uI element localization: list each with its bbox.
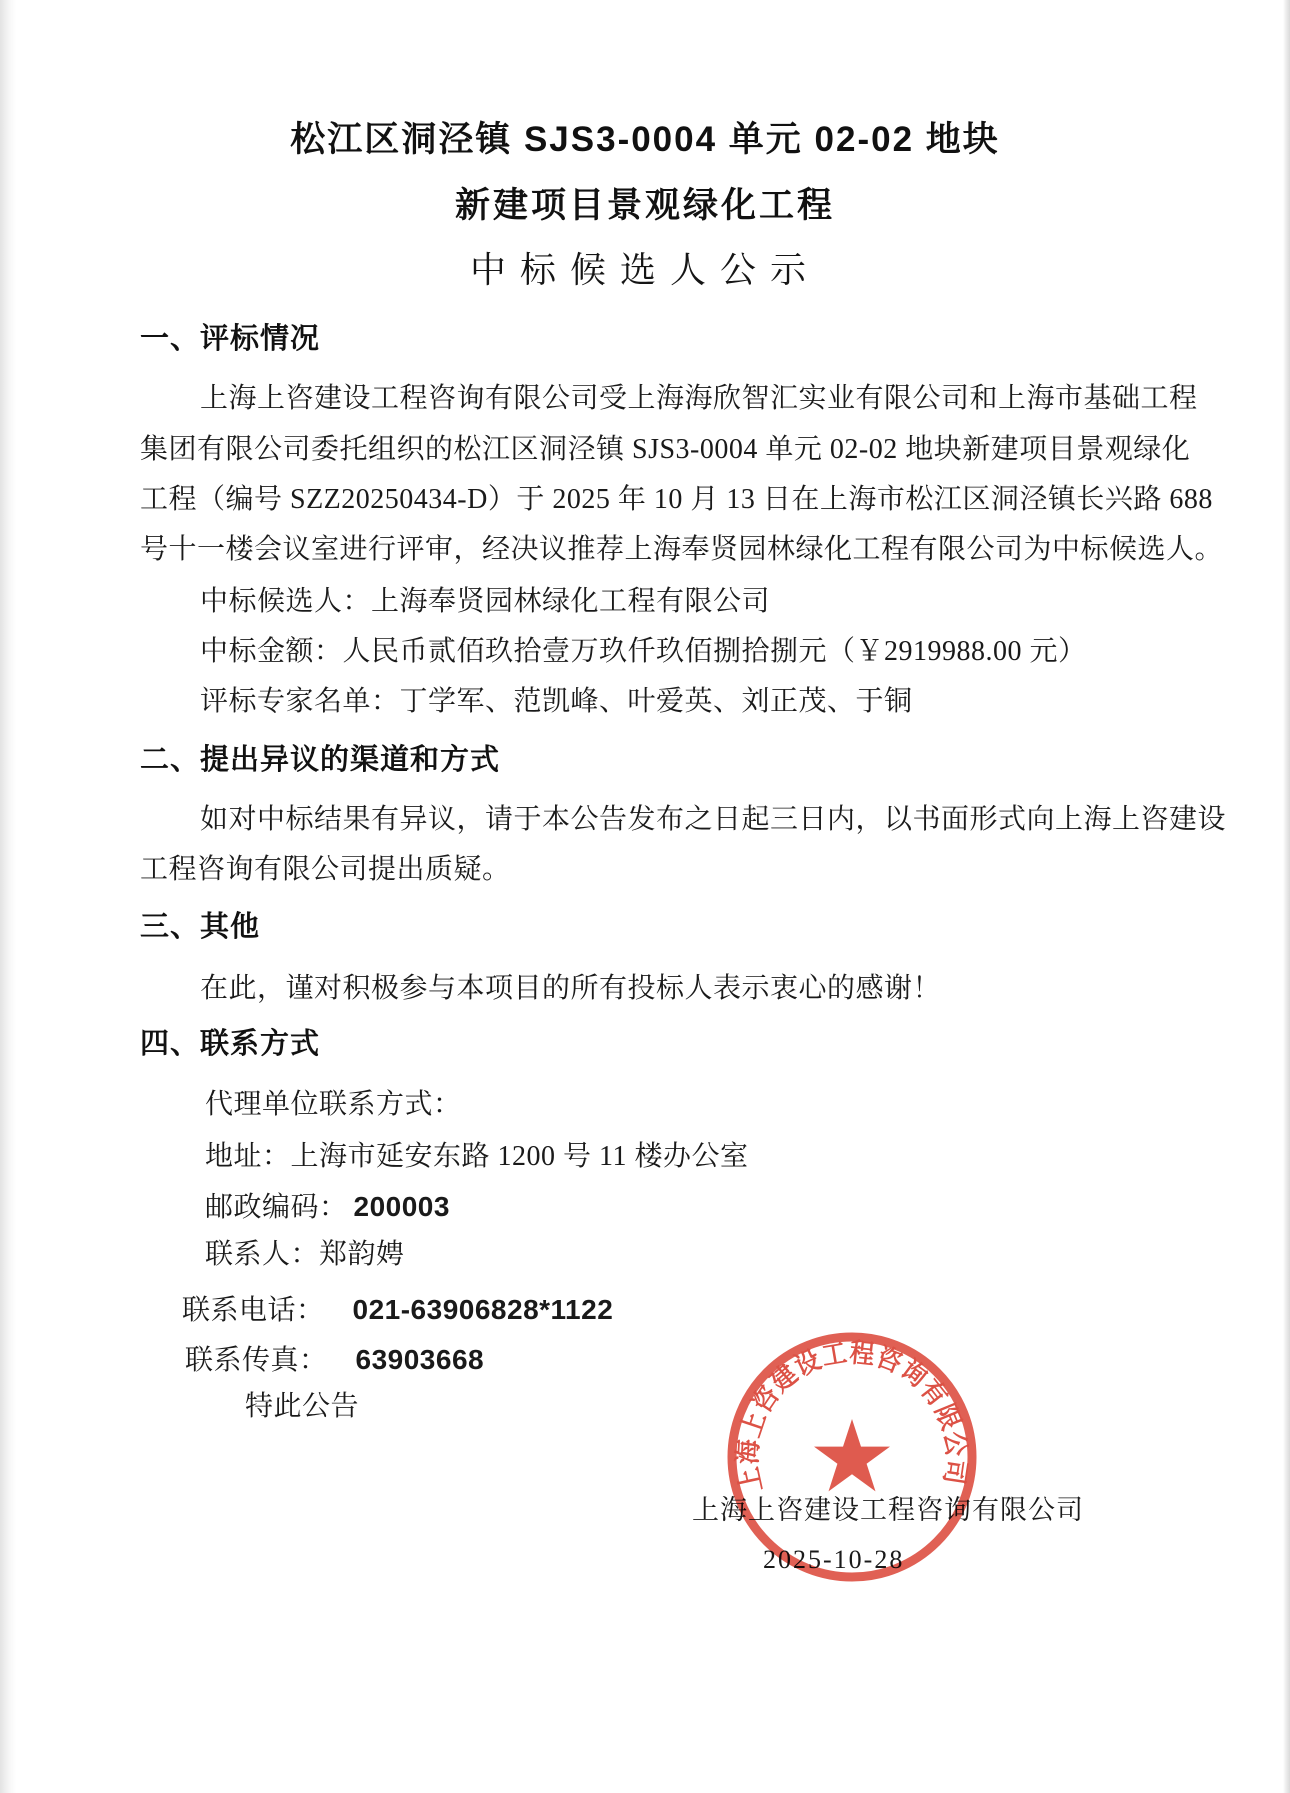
contact-person-value: 郑韵娉 xyxy=(319,1239,405,1270)
doc-title-line1: 松江区洞泾镇 SJS3-0004 单元 02-02 地块 xyxy=(290,120,1000,159)
address-value: 上海市延安东路 1200 号 11 楼办公室 xyxy=(290,1141,749,1172)
contact-phone-line xyxy=(182,1292,613,1328)
winning-candidate-line: 中标候选人：上海奉贤园林绿化工程有限公司 xyxy=(200,586,771,617)
postal-code-label: 邮政编码： xyxy=(205,1192,348,1223)
postal-code-line xyxy=(205,1189,450,1225)
contact-phone-label: 联系电话： xyxy=(182,1295,325,1326)
contact-person-label: 联系人： xyxy=(205,1239,320,1270)
section1-heading: 一、评标情况 xyxy=(140,323,321,355)
section2-paragraph-line1: 如对中标结果有异议，请于本公告发布之日起三日内，以书面形式向上海上咨建设 xyxy=(200,804,1227,835)
agency-contact-intro: 代理单位联系方式： xyxy=(205,1089,462,1120)
section1-paragraph-line4: 号十一楼会议室进行评审，经决议推荐上海奉贤园林绿化工程有限公司为中标候选人。 xyxy=(140,534,1224,565)
postal-code-value: 200003 xyxy=(353,1191,450,1222)
address-label: 地址： xyxy=(205,1141,291,1172)
contact-fax-label: 联系传真： xyxy=(185,1345,328,1376)
contact-fax-value: 63903668 xyxy=(355,1344,485,1375)
closing-statement: 特此公告 xyxy=(245,1391,360,1422)
contact-person-line xyxy=(205,1237,405,1272)
doc-title-line2: 新建项目景观绿化工程 xyxy=(454,186,835,225)
signature-date: 2025-10-28 xyxy=(763,1545,905,1574)
section3-heading: 三、其他 xyxy=(140,911,261,943)
address-line xyxy=(205,1139,748,1174)
expert-list-line: 评标专家名单：丁学军、范凯峰、叶爱英、刘正茂、于铜 xyxy=(200,686,913,717)
signature-company-name: 上海上咨建设工程咨询有限公司 xyxy=(692,1495,1084,1525)
section1-paragraph-line2: 集团有限公司委托组织的松江区洞泾镇 SJS3-0004 单元 02-02 地块新建项目景观绿化 xyxy=(140,434,1191,465)
doc-title-line3: 中标候选人公示 xyxy=(469,250,820,290)
seal-arc-text: 上海上咨建设工程咨询有限公司 xyxy=(732,1337,972,1496)
section1-paragraph-line1: 上海上咨建设工程咨询有限公司受上海海欣智汇实业有限公司和上海市基础工程 xyxy=(200,383,1198,414)
contact-fax-line xyxy=(185,1342,484,1378)
section4-heading: 四、联系方式 xyxy=(140,1028,321,1060)
section3-paragraph-line1: 在此，谨对积极参与本项目的所有投标人表示衷心的感谢！ xyxy=(200,973,942,1004)
section2-paragraph-line2: 工程咨询有限公司提出质疑。 xyxy=(140,854,511,885)
seal-star-icon xyxy=(814,1419,890,1491)
contact-phone-value: 021-63906828*1122 xyxy=(352,1294,614,1325)
section2-heading: 二、提出异议的渠道和方式 xyxy=(140,744,501,776)
section1-paragraph-line3: 工程（编号 SZZ20250434-D）于 2025 年 10 月 13 日在上海市松江区洞泾镇长兴路 688 xyxy=(140,484,1213,515)
company-seal-stamp xyxy=(722,1327,982,1587)
winning-amount-line: 中标金额：人民币贰佰玖拾壹万玖仟玖佰捌拾捌元（￥2919988.00 元） xyxy=(200,636,1087,667)
